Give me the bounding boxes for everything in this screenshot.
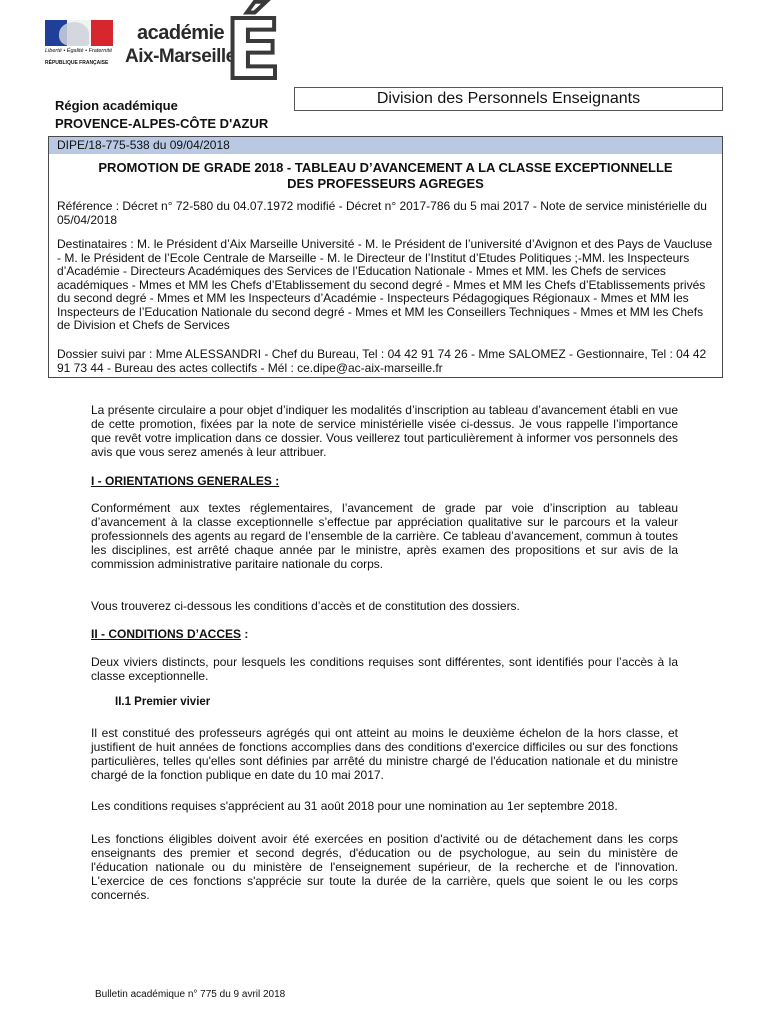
- section-2-heading: II - CONDITIONS D’ACCES :: [91, 627, 249, 641]
- contact-info: Dossier suivi par : Mme ALESSANDRI - Chef du Bureau, Tel : 04 42 91 74 26 - Mme SALOMEZ - Gestionnaire, Tel : 04 42 91 73 44 - Bureau des actes collectifs - Mél : ce.dipe@ac-aix-marseille.fr: [57, 347, 707, 375]
- subsection-2-1-paragraph-1: Il est constitué des professeurs agrégés qui ont atteint au moins le deuxième échelon de la hors classe, et justifient de huit années de fonctions accomplies dans des conditions d'exercice difficiles ou sur des fonctions particulières, telles qu'elles sont définies par arrêté du ministre chargé de l'éducation nationale et du ministre chargé de la fonction publique en date du 10 mai 2017.: [91, 726, 678, 782]
- division-title: Division des Personnels Enseignants: [294, 87, 723, 111]
- circular-reference-number: DIPE/18-775-538 du 09/04/2018: [49, 137, 722, 154]
- republic-motto: Liberté • Égalité • Fraternité: [45, 48, 113, 54]
- circular-title: [49, 160, 722, 192]
- region-line-2: PROVENCE-ALPES-CÔTE D'AZUR: [55, 116, 269, 131]
- circular-title-line-2: DES PROFESSEURS AGREGES: [287, 176, 484, 191]
- intro-paragraph: La présente circulaire a pour objet d’indiquer les modalités d’inscription au tableau d’avancement établi en vue de cette promotion, fixées par la note de service ministérielle visée ci-dessus. Je vous rappelle l’importance que revêt votre implication dans ce dossier. Vous veillerez tout particulièrement à informer vos personnels des avis que vous serez amenés à leur attribuer.: [91, 403, 678, 459]
- section-1-note: Vous trouverez ci-dessous les conditions d’accès et de constitution des dossiers.: [91, 599, 520, 613]
- academie-e-logo-icon: É: [225, 3, 282, 98]
- section-1-heading: I - ORIENTATIONS GENERALES :: [91, 474, 280, 488]
- region-line-1: Région académique: [55, 98, 178, 113]
- subsection-2-1-heading: II.1 Premier vivier: [115, 696, 211, 708]
- section-2-paragraph: Deux viviers distincts, pour lesquels les conditions requises sont différentes, sont identifiés pour l’accès à la classe exceptionnelle.: [91, 655, 678, 683]
- recipients: Destinataires : M. le Président d’Aix Marseille Université - M. le Président de l’université d’Avignon et des Pays de Vaucluse - M. le Président de l’Ecole Centrale de Marseille - M. le Directeur de l’Institut d’Etudes Politiques ;-MM. les Inspecteurs d’Académie - Directeurs Académiques des Services de l’Education Nationale - Mmes et MM. les Chefs de services académiques - Mmes et MM les Chefs d’Etablissement du second degré - Mmes et MM les Chefs d’Etablissements privés du second degré - Mmes et MM les Inspecteurs d’Académie - Inspecteurs Pédagogiques Régionaux - Mmes et MM les Inspecteurs de l’Education Nationale du second degré - Mmes et MM les Conseillers Techniques - Mmes et MM les Chefs de Division et Chefs de Services: [57, 237, 713, 332]
- circular-info-box: [48, 136, 723, 378]
- republic-label: RÉPUBLIQUE FRANÇAISE: [45, 60, 109, 66]
- section-1-paragraph: Conformément aux textes réglementaires, l’avancement de grade par voie d’inscription au tableau d’avancement à la classe exceptionnelle s’effectue par appréciation qualitative sur le parcours et la valeur professionnels des agents au regard de l’ensemble de la carrière. Ce tableau d’avancement, commun à toutes les disciplines, est arrêté chaque année par le ministre, après examen des propositions et sur avis de la commission administrative paritaire nationale du corps.: [91, 501, 678, 571]
- academie-city-label: Aix-Marseille: [125, 46, 236, 67]
- academie-label: académie: [137, 22, 225, 44]
- circular-title-line-1: PROMOTION DE GRADE 2018 - TABLEAU D’AVANCEMENT A LA CLASSE EXCEPTIONNELLE: [98, 160, 673, 175]
- legal-reference: Référence : Décret n° 72-580 du 04.07.1972 modifié - Décret n° 2017-786 du 5 mai 2017 - Note de service ministérielle du 05/04/2018: [57, 199, 707, 227]
- subsection-2-1-paragraph-3: Les fonctions éligibles doivent avoir été exercées en position d'activité ou de détachement dans les corps enseignants des premier et second degrés, d'éducation ou de psychologue, au sein du ministère de l'éducation nationale ou du ministère de l'enseignement supérieur, de la recherche et de l'innovation. L'exercice de ces fonctions s'apprécie sur toute la durée de la carrière, quels que soient le ou les corps concernés.: [91, 832, 678, 902]
- academie-logo: [45, 3, 282, 98]
- subsection-2-1-paragraph-2: Les conditions requises s'apprécient au 31 août 2018 pour une nomination au 1er septembre 2018.: [91, 799, 618, 813]
- bulletin-footer: Bulletin académique n° 775 du 9 avril 2018: [95, 989, 286, 1000]
